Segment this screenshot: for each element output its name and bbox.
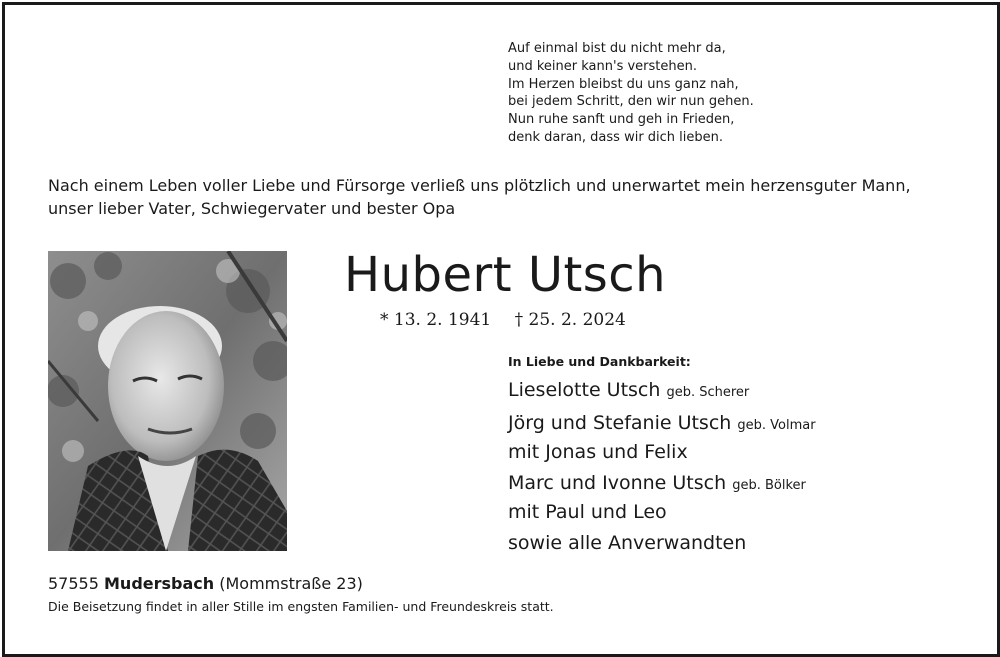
poem-line: und keiner kann's verstehen. xyxy=(508,58,697,74)
address xyxy=(48,573,554,595)
maiden-name: geb. Volmar xyxy=(737,418,816,433)
portrait-photo xyxy=(48,251,287,551)
deceased-name: Hubert Utsch xyxy=(344,247,667,303)
mourner-name: Jörg und Stefanie Utsch xyxy=(508,412,732,434)
street: (Mommstraße 23) xyxy=(219,574,363,593)
intro-line: unser lieber Vater, Schwiegervater und bester Opa xyxy=(48,199,456,218)
poem xyxy=(508,40,754,147)
town: Mudersbach xyxy=(104,574,215,593)
intro-text xyxy=(48,174,911,220)
intro-line: Nach einem Leben voller Liebe und Fürsorge verließ uns plötzlich und unerwartet mein herzensguter Mann, xyxy=(48,176,911,195)
mourner-entry xyxy=(508,470,816,499)
poem-line: denk daran, dass wir dich lieben. xyxy=(508,129,724,145)
maiden-name: geb. Bölker xyxy=(732,478,806,493)
mourner-name: Marc und Ivonne Utsch xyxy=(508,472,727,494)
burial-note: Die Beisetzung findet in aller Stille im engsten Familien- und Freundeskreis statt. xyxy=(48,599,554,614)
mourner-entry xyxy=(508,377,816,406)
mourner-entry xyxy=(508,410,816,439)
mourners-heading: In Liebe und Dankbarkeit: xyxy=(508,354,691,369)
death-date: † 25. 2. 2024 xyxy=(514,310,626,330)
poem-line: Im Herzen bleibst du uns ganz nah, xyxy=(508,76,739,92)
mourners-list xyxy=(508,353,816,557)
birth-date: * 13. 2. 1941 xyxy=(380,310,492,330)
maiden-name: geb. Scherer xyxy=(666,385,750,400)
zip-code: 57555 xyxy=(48,574,99,593)
mourner-name: Lieselotte Utsch xyxy=(508,379,661,401)
poem-line: Auf einmal bist du nicht mehr da, xyxy=(508,41,726,56)
poem-line: bei jedem Schritt, den wir nun gehen. xyxy=(508,94,754,110)
footer xyxy=(48,573,554,617)
mourner-children: mit Paul und Leo xyxy=(508,501,667,523)
mourner-relatives: sowie alle Anverwandten xyxy=(508,532,747,554)
mourner-children: mit Jonas und Felix xyxy=(508,441,688,463)
poem-line: Nun ruhe sanft und geh in Frieden, xyxy=(508,112,735,128)
life-dates xyxy=(380,308,626,332)
